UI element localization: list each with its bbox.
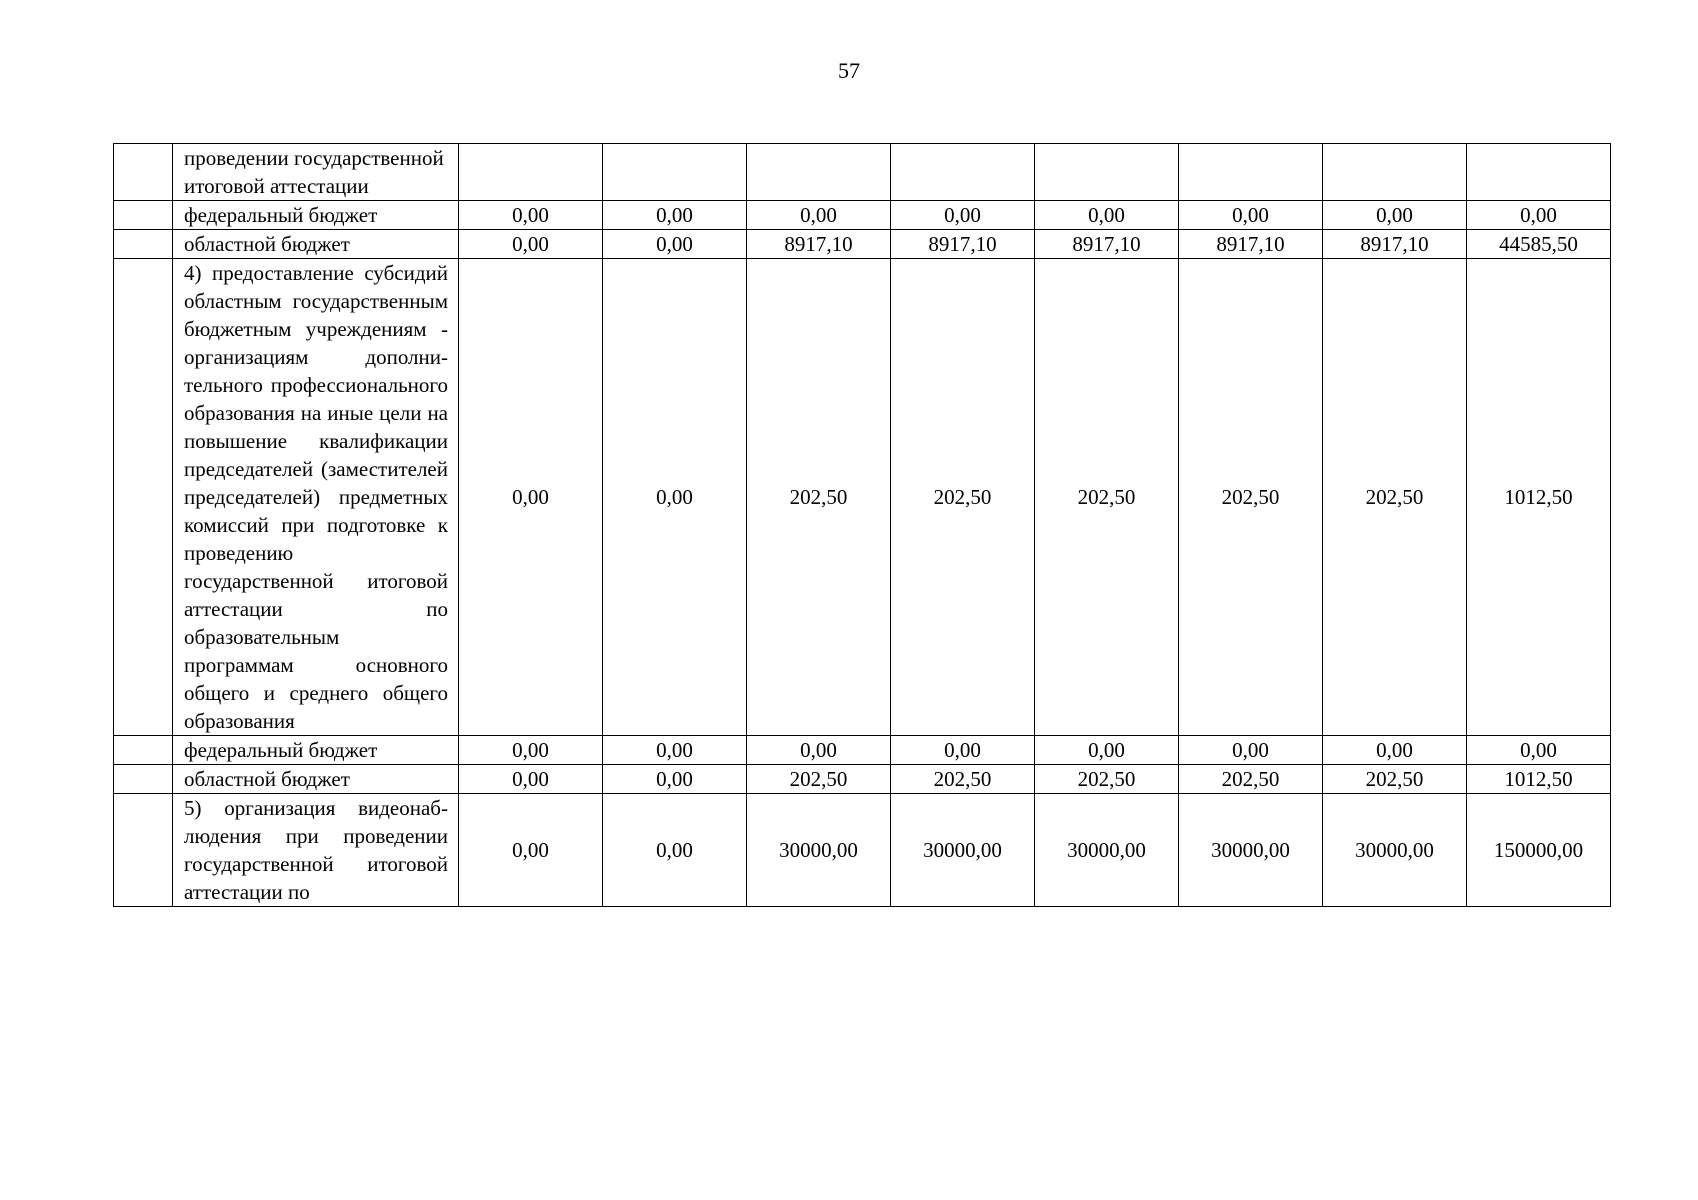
value-cell: 8917,10	[1179, 230, 1323, 259]
value-cell	[1179, 144, 1323, 201]
budget-table	[113, 143, 1611, 907]
value-cell: 202,50	[891, 259, 1035, 736]
value-cell: 202,50	[1179, 259, 1323, 736]
value-cell: 0,00	[603, 765, 747, 794]
value-cell: 0,00	[1035, 736, 1179, 765]
row-index-cell	[114, 765, 173, 794]
value-cell: 0,00	[603, 230, 747, 259]
value-cell: 0,00	[891, 201, 1035, 230]
row-description: федеральный бюджет	[173, 201, 459, 230]
value-cell: 0,00	[1323, 201, 1467, 230]
value-cell: 1012,50	[1467, 259, 1611, 736]
value-cell: 8917,10	[747, 230, 891, 259]
value-cell: 202,50	[1035, 765, 1179, 794]
value-cell: 202,50	[747, 259, 891, 736]
value-cell: 0,00	[1323, 736, 1467, 765]
value-cell: 0,00	[1467, 736, 1611, 765]
value-cell: 0,00	[1179, 736, 1323, 765]
value-cell: 0,00	[459, 259, 603, 736]
value-cell: 8917,10	[1323, 230, 1467, 259]
value-cell: 0,00	[459, 736, 603, 765]
value-cell	[459, 144, 603, 201]
value-cell	[747, 144, 891, 201]
row-index-cell	[114, 201, 173, 230]
row-description: федеральный бюджет	[173, 736, 459, 765]
value-cell: 0,00	[459, 230, 603, 259]
value-cell: 44585,50	[1467, 230, 1611, 259]
table-row	[114, 230, 1611, 259]
row-index-cell	[114, 259, 173, 736]
value-cell: 202,50	[1179, 765, 1323, 794]
value-cell: 30000,00	[1179, 794, 1323, 907]
value-cell: 1012,50	[1467, 765, 1611, 794]
value-cell: 30000,00	[891, 794, 1035, 907]
table-row	[114, 736, 1611, 765]
value-cell: 0,00	[747, 201, 891, 230]
value-cell: 202,50	[747, 765, 891, 794]
value-cell	[603, 144, 747, 201]
table-row	[114, 259, 1611, 736]
table-row	[114, 201, 1611, 230]
table-row	[114, 144, 1611, 201]
value-cell: 30000,00	[1323, 794, 1467, 907]
value-cell	[1323, 144, 1467, 201]
value-cell: 0,00	[603, 201, 747, 230]
row-description: 5) организация видеонаб-людения при проведении государственной итоговой аттестации по	[173, 794, 459, 907]
value-cell: 0,00	[603, 736, 747, 765]
value-cell: 0,00	[1035, 201, 1179, 230]
value-cell: 150000,00	[1467, 794, 1611, 907]
value-cell: 30000,00	[1035, 794, 1179, 907]
value-cell: 30000,00	[747, 794, 891, 907]
row-description: областной бюджет	[173, 765, 459, 794]
value-cell: 8917,10	[891, 230, 1035, 259]
table-row	[114, 765, 1611, 794]
value-cell	[1035, 144, 1179, 201]
value-cell: 0,00	[747, 736, 891, 765]
row-description: областной бюджет	[173, 230, 459, 259]
value-cell: 8917,10	[1035, 230, 1179, 259]
value-cell: 0,00	[603, 259, 747, 736]
row-description: 4) предоставление субсидий областным государственным бюджетным учреждениям - организациям дополни-тельного профессионального образования на иные цели на повышение квалификации председателей (заместителей председателей) предметных комиссий при подготовке к проведению государственной итоговой аттестации по образовательным программам основного общего и среднего общего образования	[173, 259, 459, 736]
table-row	[114, 794, 1611, 907]
row-index-cell	[114, 736, 173, 765]
value-cell: 202,50	[891, 765, 1035, 794]
value-cell: 0,00	[459, 765, 603, 794]
row-index-cell	[114, 230, 173, 259]
value-cell	[891, 144, 1035, 201]
row-description: проведении государственной итоговой аттестации	[173, 144, 459, 201]
value-cell: 202,50	[1323, 765, 1467, 794]
page-number: 57	[838, 58, 860, 83]
row-index-cell	[114, 794, 173, 907]
value-cell: 202,50	[1035, 259, 1179, 736]
value-cell: 0,00	[891, 736, 1035, 765]
value-cell	[1467, 144, 1611, 201]
value-cell: 0,00	[459, 201, 603, 230]
value-cell: 0,00	[603, 794, 747, 907]
row-index-cell	[114, 144, 173, 201]
value-cell: 0,00	[459, 794, 603, 907]
value-cell: 202,50	[1323, 259, 1467, 736]
value-cell: 0,00	[1179, 201, 1323, 230]
value-cell: 0,00	[1467, 201, 1611, 230]
